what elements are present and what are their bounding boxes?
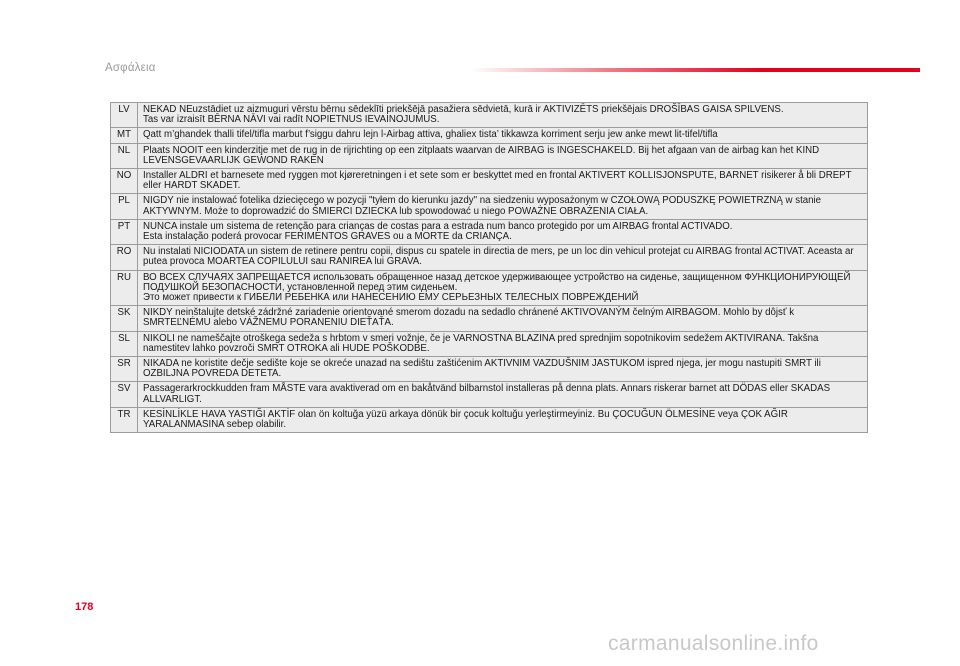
table-row	[111, 219, 868, 244]
warning-text: NIKOLI ne nameščajte otroškega sedeža s hrbtom v smeri vožnje, če je VARNOSTNA BLAZINA pred sprednjim sopotnikovim sedežem AKTIVIRANA. Takšna namestitev lahko povzroči SMRT OTROKA ali HUDE POŠKODBE.	[138, 331, 868, 356]
language-code: NL	[111, 143, 138, 168]
language-code: PL	[111, 194, 138, 219]
airbag-warning-table	[110, 102, 868, 433]
table-row	[111, 306, 868, 331]
table-row	[111, 270, 868, 306]
table-row	[111, 357, 868, 382]
language-code: TR	[111, 407, 138, 432]
warning-text: NEKAD NEuzstādiet uz aizmuguri vērstu bērnu sēdeklīti priekšējā pasažiera sēdvietā, kurā ir AKTIVIZĒTS priekšējais DROŠĪBAS GAISA SPILVENS. Tas var izraisīt BĒRNA NĀVI vai radīt NOPIETNUS IEVAINOJUMUS.	[138, 103, 868, 128]
table-row	[111, 382, 868, 407]
warning-text: NIGDY nie instalować fotelika dziecięcego w pozycji "tyłem do kierunku jazdy" na siedzeniu wyposażonym w CZOŁOWĄ PODUSZKĘ POWIETRZNĄ w stanie AKTYWNYM. Może to doprowadzić do ŚMIERCI DZIECKA lub spowodować u niego POWAŻNE OBRAŻENIA CIAŁA.	[138, 194, 868, 219]
table-row	[111, 245, 868, 270]
language-code: SV	[111, 382, 138, 407]
warning-text: NUNCA instale um sistema de retenção para crianças de costas para a estrada num banco protegido por um AIRBAG frontal ACTIVADO. Esta instalação poderá provocar FERIMENTOS GRAVES ou a MORTE da CRIANÇA.	[138, 219, 868, 244]
warning-text: NIKADA ne koristite dečje sedište koje se okreće unazad na sedištu zaštićenim AKTIVNIM VAZDUŠNIM JASTUKOM ispred njega, jer mogu nastupiti SMRT ili OZBILJNA POVREDA DETETA.	[138, 357, 868, 382]
language-code: SL	[111, 331, 138, 356]
language-code: MT	[111, 128, 138, 143]
section-title: Ασφάλεια	[105, 62, 156, 74]
table-row	[111, 103, 868, 128]
warning-text: KESİNLİKLE HAVA YASTIĞI AKTİF olan ön koltuğa yüzü arkaya dönük bir çocuk koltuğu yerleştirmeyiniz. Bu ÇOCUĞUN ÖLMESİNE veya ÇOK AĞIR YARALANMASINA sebep olabilir.	[138, 407, 868, 432]
header-accent-rule	[470, 68, 920, 72]
table-row	[111, 143, 868, 168]
warning-text: Qatt m’ghandek thalli tifel/tifla marbut f’siggu dahru lejn l-Airbag attiva, ghaliex tista’ tikkawza korriment serju jew anke mewt lit-tifel/tifla	[138, 128, 868, 143]
warning-text: Nu instalati NICIODATA un sistem de retinere pentru copii, dispus cu spatele in directia de mers, pe un loc din vehicul protejat cu AIRBAG frontal ACTIVAT. Aceasta ar putea provoca MOARTEA COPILULUI sau RANIREA lui GRAVA.	[138, 245, 868, 270]
table-row	[111, 331, 868, 356]
warning-text: ВО ВСЕХ СЛУЧАЯХ ЗАПРЕЩАЕТСЯ использовать обращенное назад детское удерживающее устройство на сиденье, защищенном ФУНКЦИОНИРУЮЩЕЙ ПОДУШКОЙ БЕЗОПАСНОСТИ, установленной перед этим сиденьем. Это может привести к ГИБЕЛИ РЕБЕНКА или НАНЕСЕНИЮ ЕМУ СЕРЬЕЗНЫХ ТЕЛЕСНЫХ ПОВРЕЖДЕНИЙ	[138, 270, 868, 306]
watermark: carmanualsonline.info	[608, 632, 819, 655]
warning-text: NIKDY neinštalujte detské zádržné zariadenie orientované smerom dozadu na sedadlo chránené AKTIVOVANÝM čelným AIRBAGOM. Mohlo by dôjsť k SMRTEĽNÉMU alebo VÁŽNEMU PORANENIU DIEŤAŤA.	[138, 306, 868, 331]
warning-text: Plaats NOOIT een kinderzitje met de rug in de rijrichting op een zitplaats waarvan de AIRBAG is INGESCHAKELD. Bij het afgaan van de airbag kan het KIND LEVENSGEVAARLIJK GEWOND RAKEN	[138, 143, 868, 168]
table-row	[111, 407, 868, 432]
language-code: PT	[111, 219, 138, 244]
table-row	[111, 194, 868, 219]
table-row	[111, 128, 868, 143]
language-code: SR	[111, 357, 138, 382]
language-code: LV	[111, 103, 138, 128]
language-code: RU	[111, 270, 138, 306]
language-code: SK	[111, 306, 138, 331]
language-code: RO	[111, 245, 138, 270]
warning-text: Installer ALDRI et barnesete med ryggen mot kjøreretningen i et sete som er beskyttet med en frontal AKTIVERT KOLLISJONSPUTE, BARNET risikerer å bli DREPT eller HARDT SKADET.	[138, 169, 868, 194]
table-row	[111, 169, 868, 194]
warning-text: Passagerarkrockkudden fram MÅSTE vara avaktiverad om en bakåtvänd bilbarnstol installeras på denna plats. Annars riskerar barnet att DÖDAS eller SKADAS ALLVARLIGT.	[138, 382, 868, 407]
page-number: 178	[75, 601, 94, 613]
language-code: NO	[111, 169, 138, 194]
